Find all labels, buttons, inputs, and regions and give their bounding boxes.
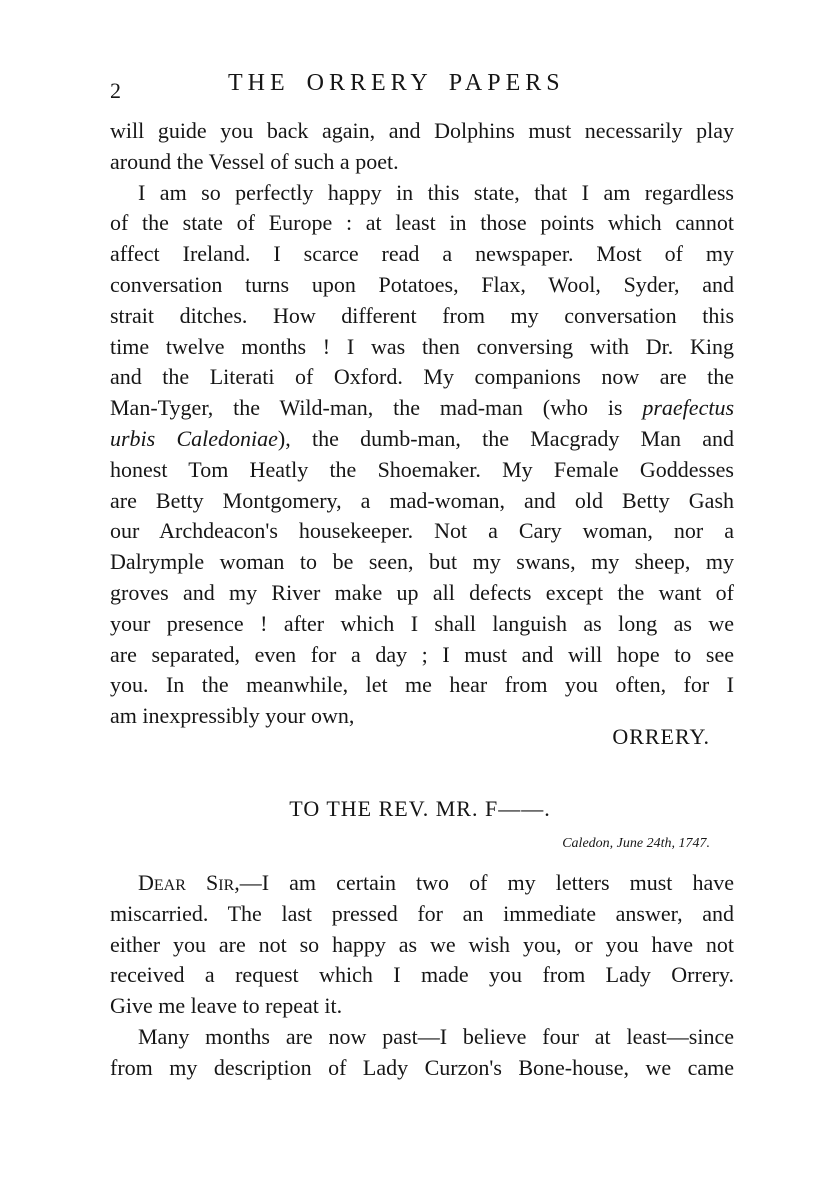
text-span: Man-Tyger, the Wild-man, the mad-man (who is: [110, 395, 623, 421]
text-line: will guide you back again, and Dolphins must necessarily play: [110, 118, 734, 143]
page-header: [110, 70, 730, 106]
text-line: affect Ireland. I scarce read a newspaper. Most of my: [110, 241, 734, 267]
text-line: are separated, even for a day ; I must and will hope to see: [110, 641, 734, 667]
text-line: am inexpressibly your own,: [110, 703, 355, 729]
text-line: strait ditches. How different from my conversation this: [110, 302, 734, 328]
text-line: Many months are now past—I believe four at least—since: [138, 1023, 734, 1049]
text-line: your presence ! after which I shall languish as long as we: [110, 610, 734, 636]
text-line: of the state of Europe : at least in those points which cannot: [110, 210, 734, 236]
text-line: I am so perfectly happy in this state, that I am regardless: [138, 179, 734, 205]
dateline-date: June 24th,: [616, 836, 675, 851]
text-line: honest Tom Heatly the Shoemaker. My Female Goddesses: [110, 456, 734, 482]
letter-body: [110, 116, 734, 732]
salutation-initial: D: [138, 870, 154, 895]
page-number: 2: [110, 78, 121, 103]
running-title: THE ORRERY PAPERS: [228, 70, 565, 96]
text-line: [110, 393, 734, 424]
latin-phrase: urbis Caledoniae: [110, 425, 278, 451]
text-span: ,—I am certain two of my letters must have: [234, 870, 734, 895]
salutation-smallcaps: IR: [218, 877, 235, 894]
text-line: our Archdeacon's housekeeper. Not a Cary woman, nor a: [110, 518, 734, 544]
latin-phrase: praefectus: [642, 395, 735, 421]
text-line: and the Literati of Oxford. My companions now are the: [110, 364, 734, 390]
signature: ORRERY.: [612, 724, 710, 749]
text-line: time twelve months ! I was then conversing with Dr. King: [110, 333, 734, 359]
letter-body: [110, 868, 734, 1084]
dateline-year: 1747.: [678, 836, 710, 851]
text-line: miscarried. The last pressed for an immediate answer, and: [110, 900, 734, 926]
text-line: [110, 868, 734, 899]
text-line: around the Vessel of such a poet.: [110, 148, 399, 174]
text-line: groves and my River make up all defects except the want of: [110, 579, 734, 605]
text-line: from my description of Lady Curzon's Bone-house, we came: [110, 1054, 734, 1080]
dateline: [562, 836, 710, 852]
text-line: are Betty Montgomery, a mad-woman, and old Betty Gash: [110, 487, 734, 513]
text-line: either you are not so happy as we wish you, or you have not: [110, 931, 734, 957]
text-line: Give me leave to repeat it.: [110, 993, 343, 1019]
text-line: received a request which I made you from Lady Orrery.: [110, 962, 734, 988]
text-line: you. In the meanwhile, let me hear from you often, for I: [110, 672, 734, 698]
letter-heading: TO THE REV. MR. F——.: [289, 796, 551, 821]
salutation-initial: S: [205, 870, 219, 895]
text-line: conversation turns upon Potatoes, Flax, Wool, Syder, and: [110, 271, 734, 297]
text-line: Dalrymple woman to be seen, but my swans, my sheep, my: [110, 549, 734, 575]
salutation-smallcaps: EAR: [153, 877, 186, 894]
text-line: [110, 424, 734, 455]
dateline-place: Caledon,: [562, 836, 614, 851]
text-span: ), the dumb-man, the Macgrady Man and: [277, 425, 734, 451]
